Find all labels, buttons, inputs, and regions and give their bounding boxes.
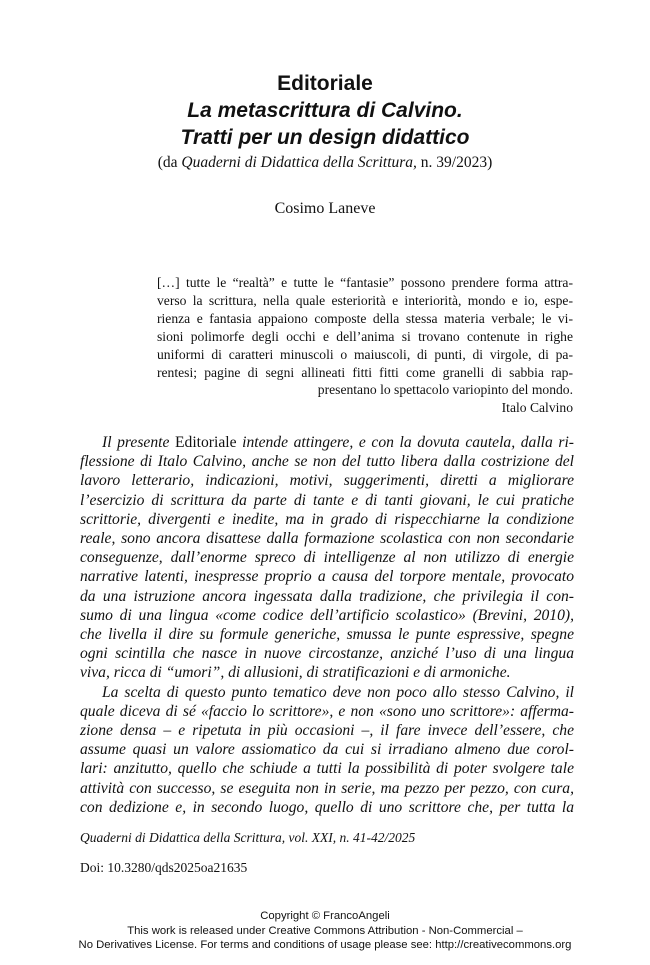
body-line: conseguenze, dall’enorme spreco di intelligenze al non utilizzo di energie [80, 549, 574, 567]
journal-reference: Quaderni di Didattica della Scrittura, vol. XXI, n. 41-42/2025 [80, 830, 416, 845]
paragraph-1-first-line [80, 433, 574, 452]
body-span: intende attingere, e con la dovuta cautela, dalla ri- [236, 434, 574, 451]
body-line: ogni scintilla che nasce in nuove circostanze, anziché l’uso di una lingua [80, 645, 574, 663]
body-line: narrative latenti, inespresse proprio a causa del torpore mentale, provocato [80, 568, 574, 586]
body-line: con dedizione e, in secondo luogo, quello di uno scrittore che, per tutta la [80, 798, 574, 816]
doi-link[interactable]: Doi: 10.3280/qds2025oa21635 [80, 860, 248, 875]
editoriale-word: Editoriale [175, 434, 237, 451]
footer-line: Copyright © FrancoAngeli [260, 910, 390, 922]
body-line: lavoro letterario, indicazioni, motivi, suggerimenti, diretti a migliorare [80, 472, 574, 490]
body-text [80, 433, 574, 817]
author-name: Cosimo Laneve [274, 200, 376, 217]
footer-line: No Derivatives License. For terms and conditions of usage please see: http://creativecommons.org [78, 939, 572, 951]
editorial-label: Editoriale [277, 72, 373, 95]
source-prefix: (da [157, 154, 182, 171]
source-suffix: n. 39/2023) [416, 154, 493, 171]
body-line: lari: anzitutto, quello che schiude a tutti la possibilità di poter svolgere tale [80, 760, 574, 778]
epigraph-attribution: Italo Calvino [501, 400, 573, 416]
body-line: l’esercizio di scrittura da parte di tante e di tanti giovani, le cui pratiche [80, 491, 574, 509]
epigraph-line: verso la scrittura, nella quale esteriorità e interiorità, mondo e io, espe- [157, 292, 573, 308]
footer-line: This work is released under Creative Commons Attribution - Non-Commercial – [127, 924, 523, 937]
body-line: da una istruzione ancora ingessata dalla tradizione, che privilegia il con- [80, 587, 574, 605]
body-line: La scelta di questo punto tematico deve non poco allo stesso Calvino, il [102, 683, 574, 701]
source-journal: Quaderni di Didattica della Scrittura, [181, 154, 417, 171]
epigraph-line: sioni polimorfe degli occhi e dell’anima si trovano contenute in righe [157, 328, 573, 344]
body-line: viva, ricca di “umori”, di allusioni, di stratificazioni e di armoniche. [80, 664, 511, 682]
body-line: zione densa – e ripetuta in più occasioni –, il fare invece dell’essere, che [80, 722, 574, 740]
epigraph-line: rienza e fantasia appaiono composte della stessa materia verbale; le vi- [157, 310, 573, 326]
body-line: reale, sono ancora disattese dalla formazione scolastica con non secondarie [80, 530, 574, 548]
epigraph-line: […] tutte le “realtà” e tutte le “fantasie” possono prendere forma attra- [157, 275, 573, 290]
body-line: scrittorie, divergenti e inedite, ma in grado di rispecchiarne la condizione [80, 510, 574, 528]
source-citation [0, 153, 650, 173]
title-block [0, 70, 650, 173]
body-line: flessione di Italo Calvino, anche se non del tutto libera dalla costrizione del [80, 453, 574, 471]
body-line: assume quasi un valore assiomatico da cui si irradiano almeno due corol- [80, 741, 574, 759]
body-span: Il presente [102, 434, 176, 451]
body-line: sumo di una lingua «come codice dell’artificio scolastico» (Brevini, 2010), [80, 606, 574, 624]
epigraph-line: rentesi; pagine di segni allineati fitti fitti come granelli di sabbia rap- [157, 364, 573, 380]
epigraph-line: presentano lo spettacolo variopinto del mondo. [317, 382, 573, 398]
article-title-line-1: La metascrittura di Calvino. [187, 99, 463, 122]
copyright-footer [0, 909, 650, 953]
article-title-line-2: Tratti per un design didattico [180, 126, 470, 149]
epigraph-line: uniformi di caratteri minuscoli o maiuscoli, di punti, di virgole, di pa- [157, 346, 573, 362]
body-line: che livella il dire su formule generiche, smussa le punte espressive, spegne [80, 626, 574, 644]
body-line: attività con successo, se eseguita non in serie, ma pezzo per pezzo, con cura, [80, 779, 574, 797]
body-line: quale diceva di sé «faccio lo scrittore», e non «sono uno scrittore»: afferma- [80, 702, 574, 720]
epigraph [157, 274, 573, 417]
